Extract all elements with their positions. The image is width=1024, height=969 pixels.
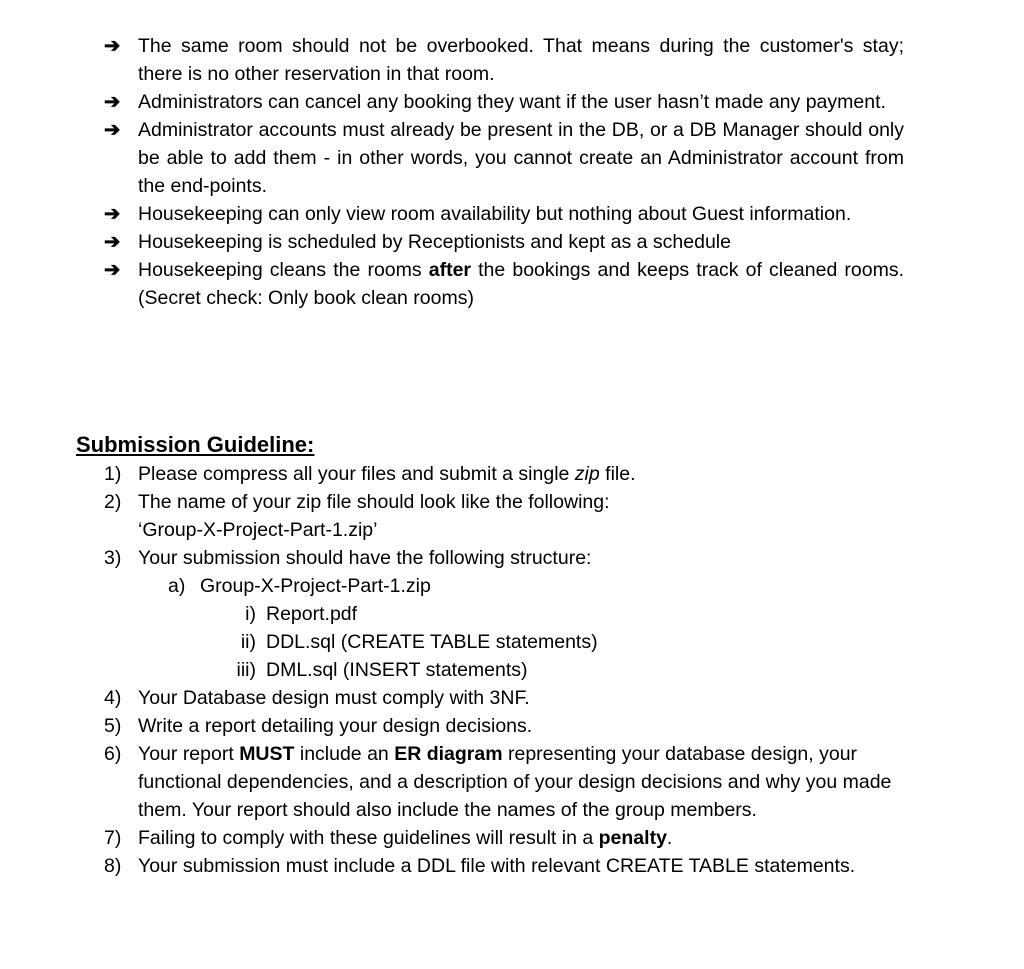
file-item: i) Report.pdf (138, 600, 894, 628)
list-item: 8) Your submission must include a DDL file with relevant CREATE TABLE statements. (104, 852, 894, 880)
item-number: 2) (104, 491, 122, 513)
item-number: 1) (104, 463, 122, 485)
item-number: 8) (104, 855, 122, 877)
file-item: ii) DDL.sql (CREATE TABLE statements) (138, 628, 894, 656)
emphasis-er-diagram: ER diagram (394, 743, 503, 765)
arrow-icon: ➔ (104, 231, 121, 253)
item-roman: ii) (240, 631, 256, 653)
list-item (104, 88, 904, 116)
submission-guideline-list (104, 460, 894, 880)
item-number: 6) (104, 743, 122, 765)
emphasis-zip: zip (574, 463, 600, 485)
list-item: 3) Your submission should have the following structure: a) Group-X-Project-Part-1.zip i) Report.pdf ii) DDL.sql (CREATE TABLE statements) iii) DML.sql (INSERT statements) (104, 544, 894, 684)
file-item: iii) DML.sql (INSERT statements) (138, 656, 894, 684)
item-number: 4) (104, 687, 122, 709)
list-item (104, 200, 904, 228)
list-item (104, 116, 904, 200)
arrow-icon: ➔ (104, 259, 121, 281)
item-number: 7) (104, 827, 122, 849)
emphasis-penalty: penalty (598, 827, 667, 849)
item-roman: iii) (236, 659, 256, 681)
arrow-icon: ➔ (104, 35, 121, 57)
emphasis-after: after (428, 259, 472, 281)
sub-list-item: a) Group-X-Project-Part-1.zip (168, 572, 894, 600)
list-item: 1) Please compress all your files and submit a single zip file. (104, 460, 894, 488)
arrow-icon: ➔ (104, 203, 121, 225)
requirement-text: Administrators can cancel any booking they want if the user hasn’t made any payment. (138, 91, 886, 113)
list-item (104, 256, 904, 312)
item-letter: a) (168, 575, 186, 597)
arrow-icon: ➔ (104, 91, 121, 113)
emphasis-must: MUST (239, 743, 295, 765)
requirement-text: Housekeeping cleans the rooms after the bookings and keeps track of cleaned rooms. (Secret check: Only book clean rooms) (138, 259, 905, 309)
requirement-text: Administrator accounts must already be present in the DB, or a DB Manager should only be able to add them - in other words, you cannot create an Administrator account from the end-points. (138, 119, 904, 197)
requirement-text: Housekeeping can only view room availability but nothing about Guest information. (138, 203, 852, 225)
list-item: 4) Your Database design must comply with 3NF. (104, 684, 894, 712)
list-item: 6) Your report MUST include an ER diagram representing your database design, your functional dependencies, and a description of your design decisions and why you made them. Your report should also include the names of the group members. (104, 740, 894, 824)
arrow-icon: ➔ (104, 119, 121, 141)
item-roman: i) (245, 603, 256, 625)
requirement-text: The same room should not be overbooked. That means during the customer's stay; there is no other reservation in that room. (138, 35, 904, 85)
requirement-text: Housekeeping is scheduled by Receptionists and kept as a schedule (138, 231, 731, 253)
item-number: 5) (104, 715, 122, 737)
list-item: 5) Write a report detailing your design decisions. (104, 712, 894, 740)
requirements-list (104, 32, 904, 312)
list-item (104, 32, 904, 88)
zip-filename: ‘Group-X-Project-Part-1.zip’ (138, 519, 378, 541)
list-item: 2) The name of your zip file should look like the following: ‘Group-X-Project-Part-1.zip’ (104, 488, 894, 544)
list-item: 7) Failing to comply with these guidelines will result in a penalty. (104, 824, 894, 852)
list-item (104, 228, 904, 256)
item-number: 3) (104, 547, 122, 569)
section-heading: Submission Guideline: (76, 432, 315, 457)
